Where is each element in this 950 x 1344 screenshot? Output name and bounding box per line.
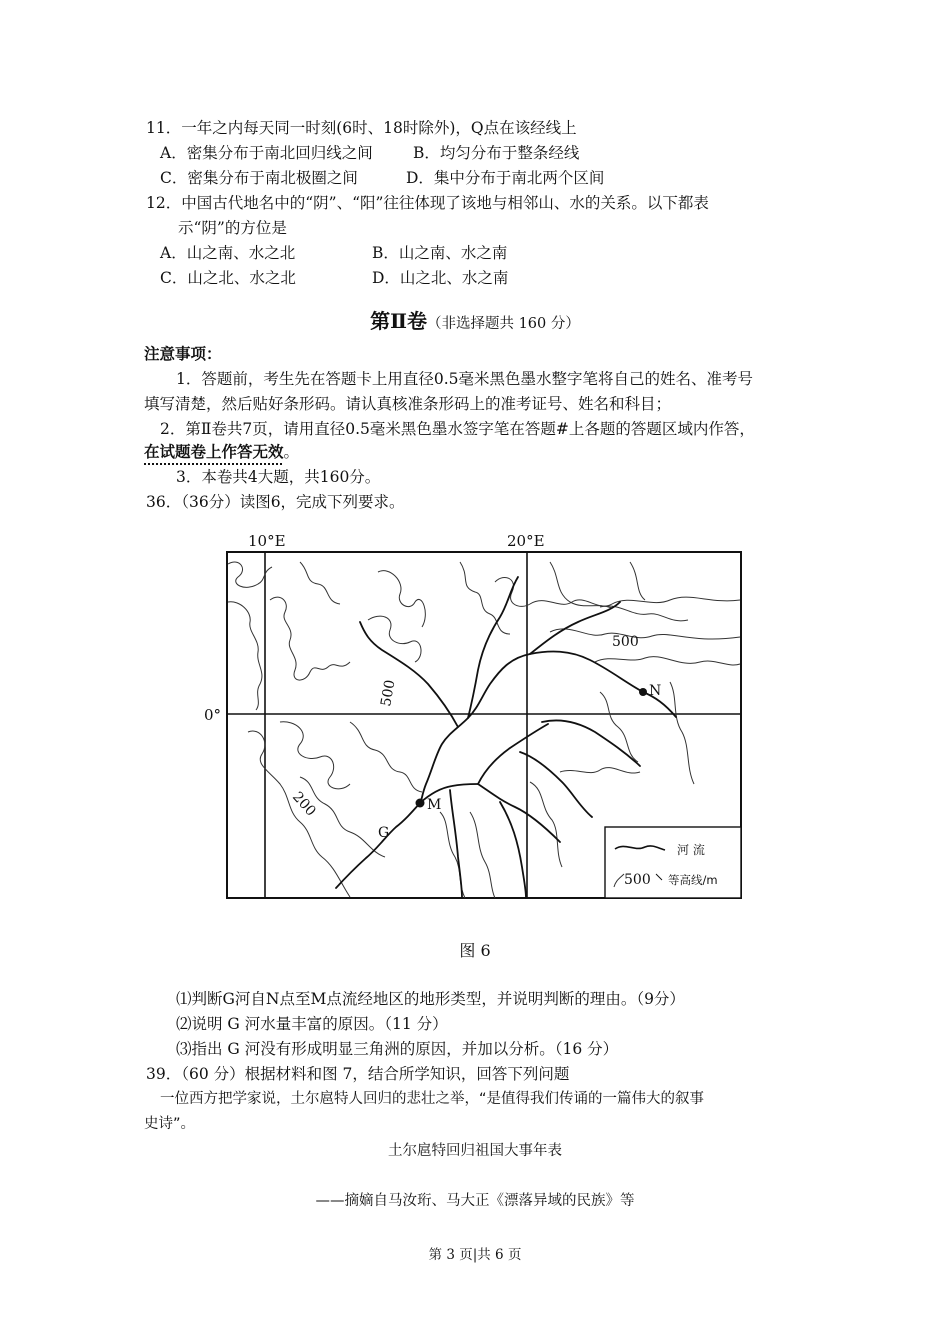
notice-heading: 注意事项： bbox=[144, 344, 222, 363]
q12-option-b: B．山之南、水之南 bbox=[372, 244, 508, 262]
legend-contour-label: 等高线/m bbox=[668, 873, 718, 887]
q11-option-a: A．密集分布于南北回归线之间 bbox=[160, 144, 373, 162]
notice-item-2: 2．第Ⅱ卷共7页，请用直径0.5毫米黑色墨水签字笔在答题#上各题的答题区域内作答， bbox=[160, 420, 755, 438]
question-36-stem: 36．（36分）读图6，完成下列要求。 bbox=[146, 493, 405, 511]
page-footer: 第 3 页|共 6 页 bbox=[428, 1247, 522, 1263]
notice-item-1: 1．答题前，考生先在答题卡上用直径0.5毫米黑色墨水整字笔将自己的姓名、准考号 bbox=[176, 370, 754, 388]
q12-option-c: C．山之北、水之北 bbox=[160, 269, 296, 287]
q39-material: 一位西方把学家说，土尔扈特人回归的悲壮之举，“是值得我们传诵的一篇伟大的叙事 bbox=[160, 1091, 705, 1107]
q36-subquestion-2: ⑵说明 G 河水量丰富的原因。（11 分） bbox=[176, 1015, 448, 1033]
legend-river-label: 河 流 bbox=[677, 843, 705, 857]
q36-subquestion-3: ⑶指出 G 河没有形成明显三角洲的原因，并加以分析。（16 分） bbox=[176, 1040, 619, 1058]
notice-emphasis: 在试题卷上作答无效 bbox=[144, 442, 284, 461]
contour-label-500-west: 500 bbox=[378, 678, 399, 708]
contour-label-500-east: 500 bbox=[612, 634, 639, 650]
map-svg bbox=[200, 522, 760, 912]
notice-item-1-cont: 填写清楚，然后贴好条形码。请认真核准条形码上的准考证号、姓名和科目； bbox=[144, 395, 672, 413]
contour-label-200: 200 bbox=[289, 788, 319, 820]
q11-option-b: B．均匀分布于整条经线 bbox=[413, 144, 580, 162]
lon-label-20e: 20°E bbox=[507, 532, 545, 550]
q11-option-d: D．集中分布于南北两个区间 bbox=[406, 169, 605, 187]
q39-source: ——摘嫡自马汝珩、马大正《漂落异域的民族》等 bbox=[315, 1193, 635, 1209]
notice-item-2-end: 。 bbox=[283, 443, 300, 461]
notice-item-2-cont bbox=[144, 442, 299, 462]
river-g-label: G bbox=[378, 825, 390, 841]
section-title bbox=[0, 305, 950, 334]
q36-subquestion-1: ⑴判断G河自N点至M点流经地区的地形类型，并说明判断的理由。（9分） bbox=[176, 990, 685, 1008]
point-m-marker bbox=[416, 799, 425, 808]
notice-item-3: 3．本卷共4大题，共160分。 bbox=[176, 468, 381, 486]
point-n-label: N bbox=[649, 683, 662, 699]
figure-6-map bbox=[200, 522, 760, 912]
section-title-main: 第Ⅱ卷 bbox=[370, 309, 427, 333]
legend-contour-value: 500 bbox=[624, 872, 651, 888]
point-m-label: M bbox=[427, 797, 442, 813]
q39-material-cont: 史诗”。 bbox=[144, 1116, 196, 1132]
lat-label-equator: 0° bbox=[204, 706, 222, 724]
point-n-marker bbox=[639, 688, 647, 696]
section-title-sub: （非选择题共 160 分） bbox=[426, 316, 580, 332]
question-12-stem: 12．中国古代地名中的“阴”、“阳”往往体现了该地与相邻山、水的关系。以下都表 bbox=[146, 194, 709, 212]
lon-label-10e: 10°E bbox=[248, 532, 286, 550]
question-12-stem-cont: 示“阴”的方位是 bbox=[178, 219, 287, 237]
q12-option-a: A．山之南、水之北 bbox=[160, 244, 296, 262]
question-11-stem: 11．一年之内每天同一时刻(6时、18时除外)，Q点在该经线上 bbox=[146, 119, 577, 137]
figure-6-caption: 图 6 bbox=[459, 941, 491, 960]
q39-table-title: 土尔扈特回归祖国大事年表 bbox=[388, 1143, 562, 1159]
question-39-stem: 39．（60 分）根据材料和图 7，结合所学知识，回答下列问题 bbox=[146, 1065, 570, 1083]
q11-option-c: C．密集分布于南北极圈之间 bbox=[160, 169, 358, 187]
q12-option-d: D．山之北、水之南 bbox=[372, 269, 509, 287]
